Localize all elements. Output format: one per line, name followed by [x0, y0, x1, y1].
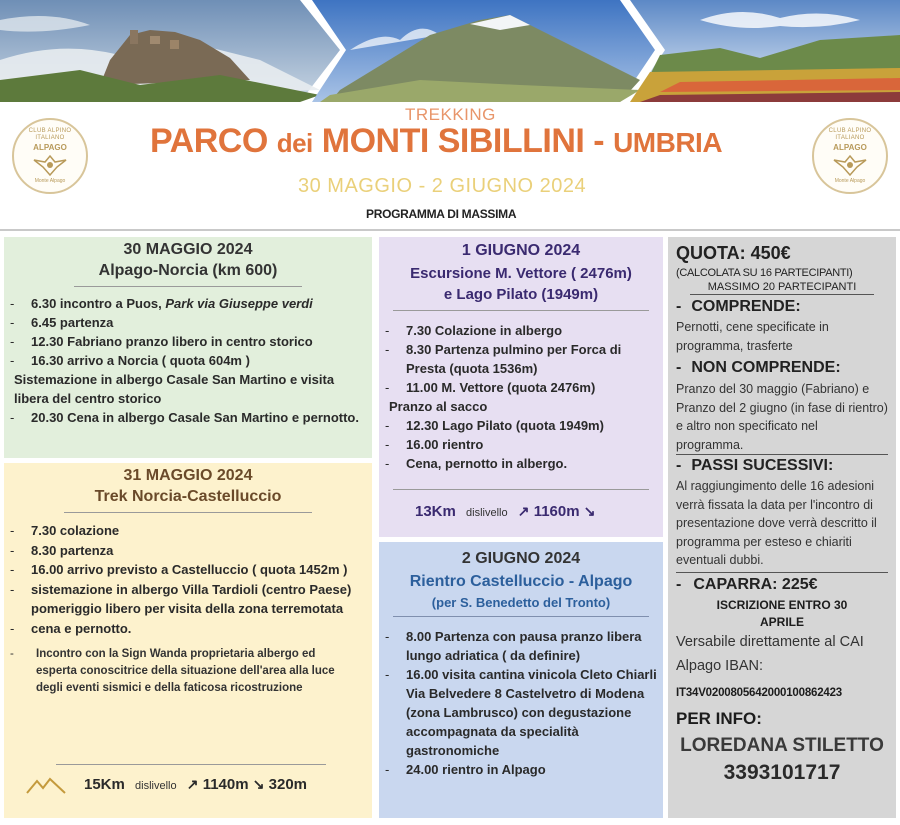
itinerary-list: [379, 321, 663, 473]
title-monti: MONTI SIBILLINI -: [321, 122, 605, 160]
itinerary-list: [4, 294, 372, 427]
day-route-line2: e Lago Pilato (1949m): [443, 286, 599, 303]
quota-price: QUOTA: 450€: [676, 243, 791, 263]
list-item: - 6.45 partenza: [4, 313, 372, 332]
descent-arrow-icon: ↘: [252, 776, 265, 792]
day-date: 31 MAGGIO 2024: [123, 467, 253, 484]
list-item: - 16.30 arrivo a Norcia ( quota 604m ): [4, 351, 372, 370]
header-divider: [0, 229, 900, 231]
day-route: Trek Norcia-Castelluccio: [94, 488, 282, 505]
trek-stats: [84, 776, 307, 793]
list-item: - 20.30 Cena in albergo Casale San Martino e pernotto.: [4, 408, 372, 427]
ascent-arrow-icon: ↗: [186, 776, 199, 792]
divider: [393, 310, 649, 311]
distance: 15Km: [84, 776, 125, 793]
day-panel-31-maggio: [4, 463, 372, 818]
photo-town-in-fog: [0, 0, 340, 102]
day-date: 30 MAGGIO 2024: [123, 241, 253, 258]
passi-heading: - PASSI SUCESSIVI:: [676, 457, 834, 474]
trip-dates: 30 MAGGIO - 2 GIUGNO 2024: [298, 175, 587, 197]
title-dei: dei: [276, 128, 313, 158]
title-umbria: UMBRIA: [613, 127, 723, 158]
photo-castelluccio-fields: [630, 0, 900, 102]
note-item: - Incontro con la Sign Wanda proprietaria albergo ed esperta conoscitrice della situazione dell'area alla luce degli eventi sismici e della faticosa ricostruzione: [10, 648, 335, 694]
quota-massimo: MASSIMO 20 PARTECIPANTI: [707, 281, 857, 293]
photo-monte-vettore: [312, 0, 655, 102]
ascent: 1140m: [202, 776, 249, 793]
passi-text: Al raggiungimento delle 16 adesioni verrà fissata la data per l'incontro di presentazione dove verrà descritto il programma per esteso e chiariti eventuali dubbi.: [676, 479, 877, 567]
list-item: Sistemazione in albergo Casale San Martino e visita libera del centro storico: [14, 372, 335, 406]
divider: [393, 489, 649, 490]
list-item: - 7.30 colazione: [4, 521, 372, 541]
list-item: - Cena, pernotto in albergo.: [379, 454, 663, 473]
itinerary-list: [379, 627, 663, 779]
list-item: - 6.30 incontro a Puos, Park via Giuseppe verdi: [4, 294, 372, 313]
programma-label: PROGRAMMA DI MASSIMA: [366, 207, 517, 221]
divider: [690, 294, 874, 295]
day-panel-2-giugno: [379, 542, 663, 818]
divider: [74, 286, 302, 287]
cai-eagle-icon: [833, 154, 867, 176]
descent: 320m: [268, 776, 308, 793]
iscrizione-line1: ISCRIZIONE ENTRO 30: [716, 597, 848, 612]
divider: [676, 454, 888, 455]
day-date: 1 GIUGNO 2024: [461, 242, 581, 259]
info-sidebar: [668, 237, 896, 818]
day-route-sub: (per S. Benedetto del Tronto): [431, 595, 611, 610]
cai-logo-right: [812, 118, 888, 194]
iscrizione-line2: APRILE: [759, 614, 804, 629]
list-item: - 24.00 rientro in Alpago: [379, 760, 663, 779]
divider: [64, 512, 312, 513]
list-item: - 12.30 Lago Pilato (quota 1949m): [379, 416, 663, 435]
logo-bottom-text: Monte Alpago: [834, 178, 866, 184]
itinerary-list: [4, 521, 372, 638]
trek-stats: [415, 503, 595, 520]
dislivello-label: dislivello: [135, 780, 177, 792]
contact-name: LOREDANA STILETTO: [680, 734, 884, 756]
title-parco: PARCO: [150, 122, 268, 160]
comprende-heading: - COMPRENDE:: [676, 298, 801, 315]
day-route-line1: Escursione M. Vettore ( 2476m): [410, 265, 632, 282]
ascent: 1160m: [533, 503, 580, 520]
versabile-text: Versabile direttamente al CAI Alpago IBAN:: [676, 633, 864, 674]
trekking-tag: TREKKING: [405, 105, 496, 124]
day-panel-30-maggio: [4, 237, 372, 458]
logo-middle-text: ALPAGO: [33, 143, 67, 152]
list-item: - 8.30 Partenza pulmino per Forca di Presta (quota 1536m): [379, 340, 663, 378]
non-comprende-text: Pranzo del 30 maggio (Fabriano) e Pranzo del 2 giugno (in fase di rientro) e altro non specificato nel programma.: [676, 382, 888, 452]
distance: 13Km: [415, 503, 456, 520]
list-item: - cena e pernotto.: [4, 619, 372, 639]
cai-eagle-icon: [33, 154, 67, 176]
comprende-text: Pernotti, cene specificate in programma, trasferte: [676, 320, 829, 353]
list-item: Pranzo al sacco: [389, 399, 488, 414]
ascent-arrow-icon: ↗: [517, 503, 530, 519]
divider: [56, 764, 326, 765]
descent-arrow-icon: ↘: [583, 503, 596, 519]
day-route: Alpago-Norcia (km 600): [98, 262, 278, 279]
quota-calc: (CALCOLATA SU 16 PARTECIPANTI): [676, 267, 853, 279]
mountains-icon: [26, 777, 66, 795]
list-item: - 16.00 visita cantina vinicola Cleto Chiarli Via Belvedere 8 Castelvetro di Modena (zona Lambrusco) con degustazione accompagnata da specialità gastronomiche: [379, 665, 663, 760]
divider: [676, 572, 888, 573]
iban: IT34V0200805642000100862423: [676, 686, 842, 699]
day-date: 2 GIUGNO 2024: [461, 550, 581, 567]
divider: [393, 616, 649, 617]
list-item: - 12.30 Fabriano pranzo libero in centro storico: [4, 332, 372, 351]
list-item: - sistemazione in albergo Villa Tardioli (centro Paese) pomeriggio libero per visita della zona terremotata: [4, 580, 372, 619]
non-comprende-heading: - NON COMPRENDE:: [676, 359, 841, 376]
contact-phone[interactable]: 3393101717: [723, 760, 841, 784]
caparra-heading: - CAPARRA: 225€: [676, 575, 818, 593]
list-item: - 16.00 arrivo previsto a Castelluccio ( quota 1452m ): [4, 560, 372, 580]
info-heading: PER INFO:: [676, 708, 762, 728]
logo-bottom-text: Monte Alpago: [34, 178, 66, 184]
list-item: - 7.30 Colazione in albergo: [379, 321, 663, 340]
logo-top-text: CLUB ALPINO ITALIANO: [28, 128, 72, 141]
logo-top-text: CLUB ALPINO ITALIANO: [828, 128, 872, 141]
logo-middle-text: ALPAGO: [833, 143, 867, 152]
list-item: - 11.00 M. Vettore (quota 2476m): [379, 378, 663, 397]
list-item: - 8.30 partenza: [4, 541, 372, 561]
day-route: Rientro Castelluccio - Alpago: [409, 573, 633, 590]
list-item: - 8.00 Partenza con pausa pranzo libera lungo adriatica ( da definire): [379, 627, 663, 665]
dislivello-label: dislivello: [466, 507, 508, 519]
cai-logo-left: [12, 118, 88, 194]
page-title: [150, 122, 722, 161]
header-photo-strip: [0, 0, 900, 102]
list-item: - 16.00 rientro: [379, 435, 663, 454]
day-panel-1-giugno: [379, 237, 663, 537]
